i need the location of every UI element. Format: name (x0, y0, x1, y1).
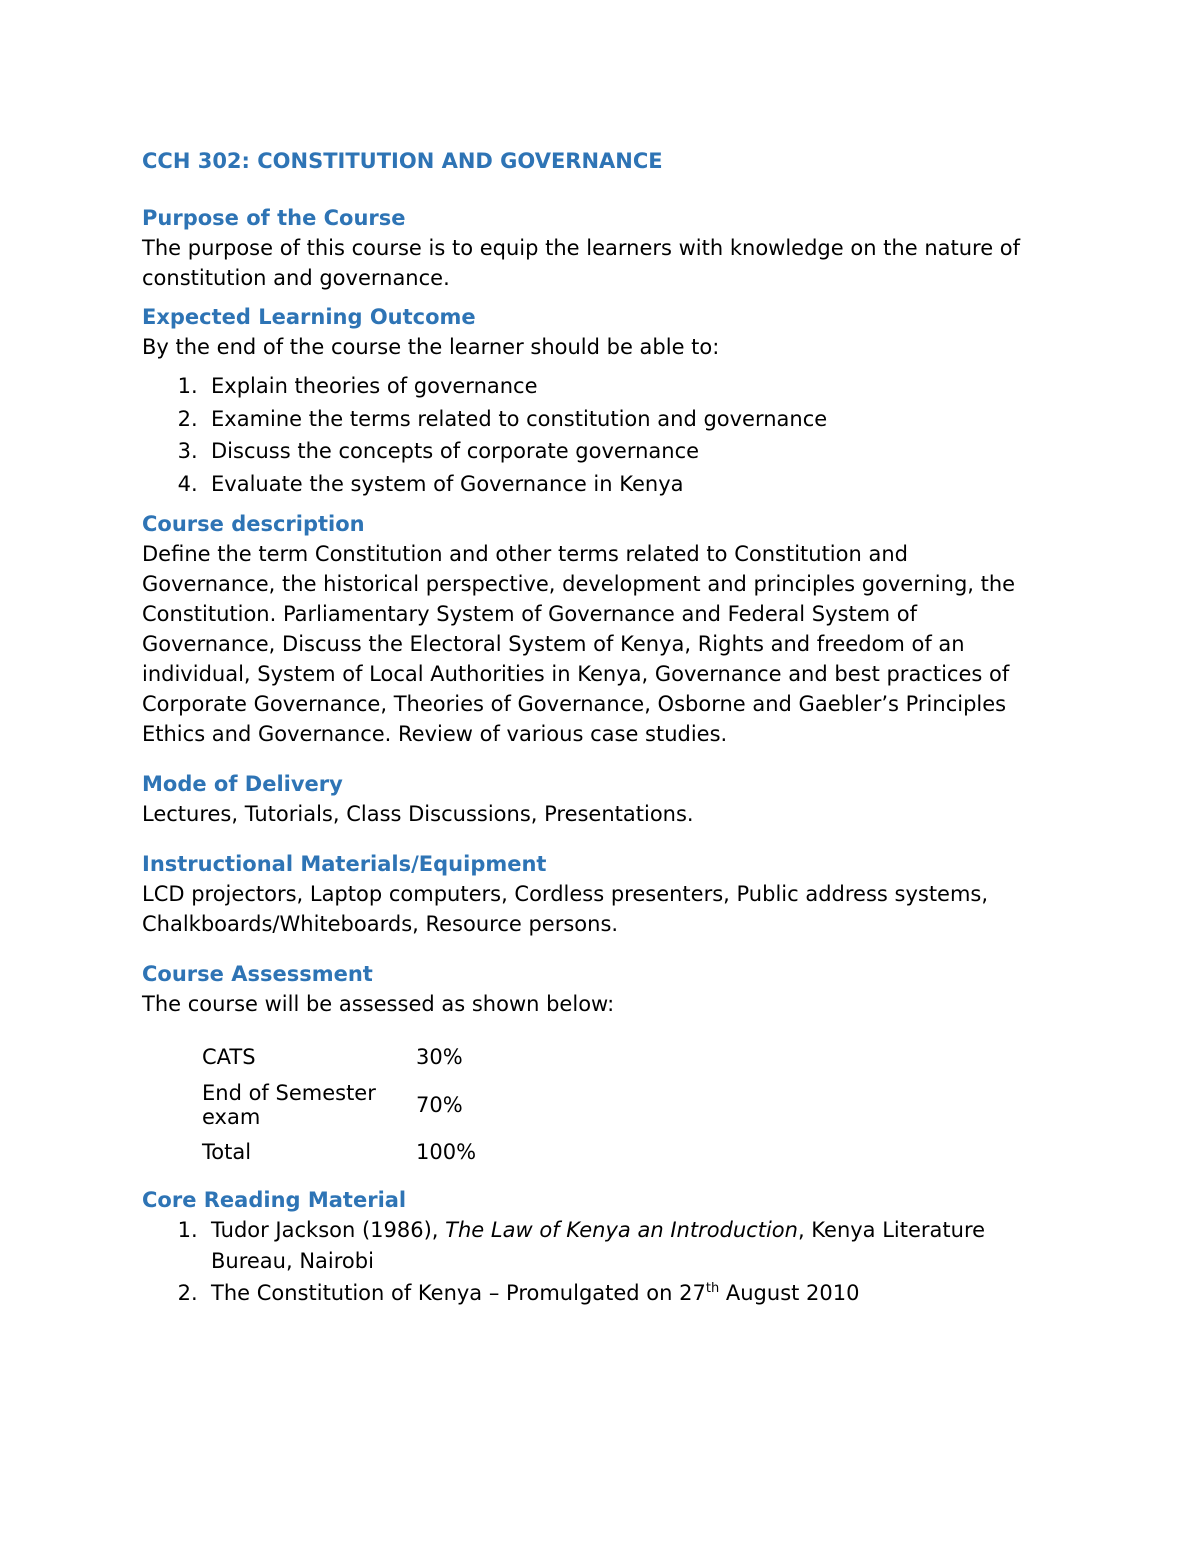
assessment-table (202, 1033, 476, 1176)
table-row (202, 1081, 476, 1129)
outcome-heading: Expected Learning Outcome (142, 305, 476, 329)
delivery-text: Lectures, Tutorials, Class Discussions, Presentations. (142, 802, 694, 826)
materials-heading: Instructional Materials/Equipment (142, 852, 547, 876)
ref-publisher: , Kenya Literature Bureau, Nairobi (211, 1218, 986, 1273)
description-text: Define the term Constitution and other terms related to Constitution and Governance, the historical perspective, development and principles governing, the Constitution. Parliamentary System of Governance and Federal System of Governance, Discuss the Electoral System of Kenya, Rights and freedom of an individual, System of Local Authorities in Kenya, Governance and best practices of Corporate Governance, Theories of Governance, Osborne and Gaebler’s Principles Ethics and Governance. Review of various case studies. (142, 542, 1016, 746)
assessment-label: CATS (202, 1044, 256, 1069)
table-row (202, 1033, 476, 1081)
ref-superscript: th (705, 1281, 720, 1296)
assessment-label: End of Semester exam (202, 1080, 376, 1129)
document-page (142, 146, 1042, 1310)
list-item: 2. Examine the terms related to constitution and governance (211, 403, 1042, 436)
reading-list (142, 1215, 1042, 1309)
ref-text: The Constitution of Kenya – Promulgated on 27 (211, 1281, 706, 1305)
list-item (211, 1278, 1042, 1309)
list-item: 4. Evaluate the system of Governance in Kenya (211, 468, 1042, 501)
ref-author: Tudor Jackson (1986), (211, 1218, 446, 1242)
list-item: 1. Explain theories of governance (211, 370, 1042, 403)
assessment-label: Total (202, 1140, 252, 1165)
outcome-list (142, 370, 1042, 500)
assessment-heading: Course Assessment (142, 962, 373, 986)
purpose-text: The purpose of this course is to equip the learners with knowledge on the nature of constitution and governance. (142, 236, 1021, 290)
assessment-intro: The course will be assessed as shown below: (142, 992, 615, 1016)
table-row (202, 1129, 476, 1177)
ref-book-title: The Law of Kenya an Introduction (445, 1218, 798, 1242)
delivery-heading: Mode of Delivery (142, 772, 343, 796)
list-item: 3. Discuss the concepts of corporate governance (211, 435, 1042, 468)
description-heading: Course description (142, 512, 365, 536)
reading-heading: Core Reading Material (142, 1188, 407, 1212)
list-item (211, 1215, 1042, 1277)
page-title: CCH 302: CONSTITUTION AND GOVERNANCE (142, 149, 663, 173)
materials-text: LCD projectors, Laptop computers, Cordless presenters, Public address systems, Chalkboards/Whiteboards, Resource persons. (142, 882, 989, 936)
outcome-intro: By the end of the course the learner should be able to: (142, 335, 720, 359)
ref-tail: August 2010 (719, 1281, 860, 1305)
assessment-value: 70% (416, 1092, 463, 1117)
assessment-value: 100% (416, 1140, 477, 1165)
assessment-value: 30% (416, 1044, 463, 1069)
purpose-heading: Purpose of the Course (142, 206, 406, 230)
